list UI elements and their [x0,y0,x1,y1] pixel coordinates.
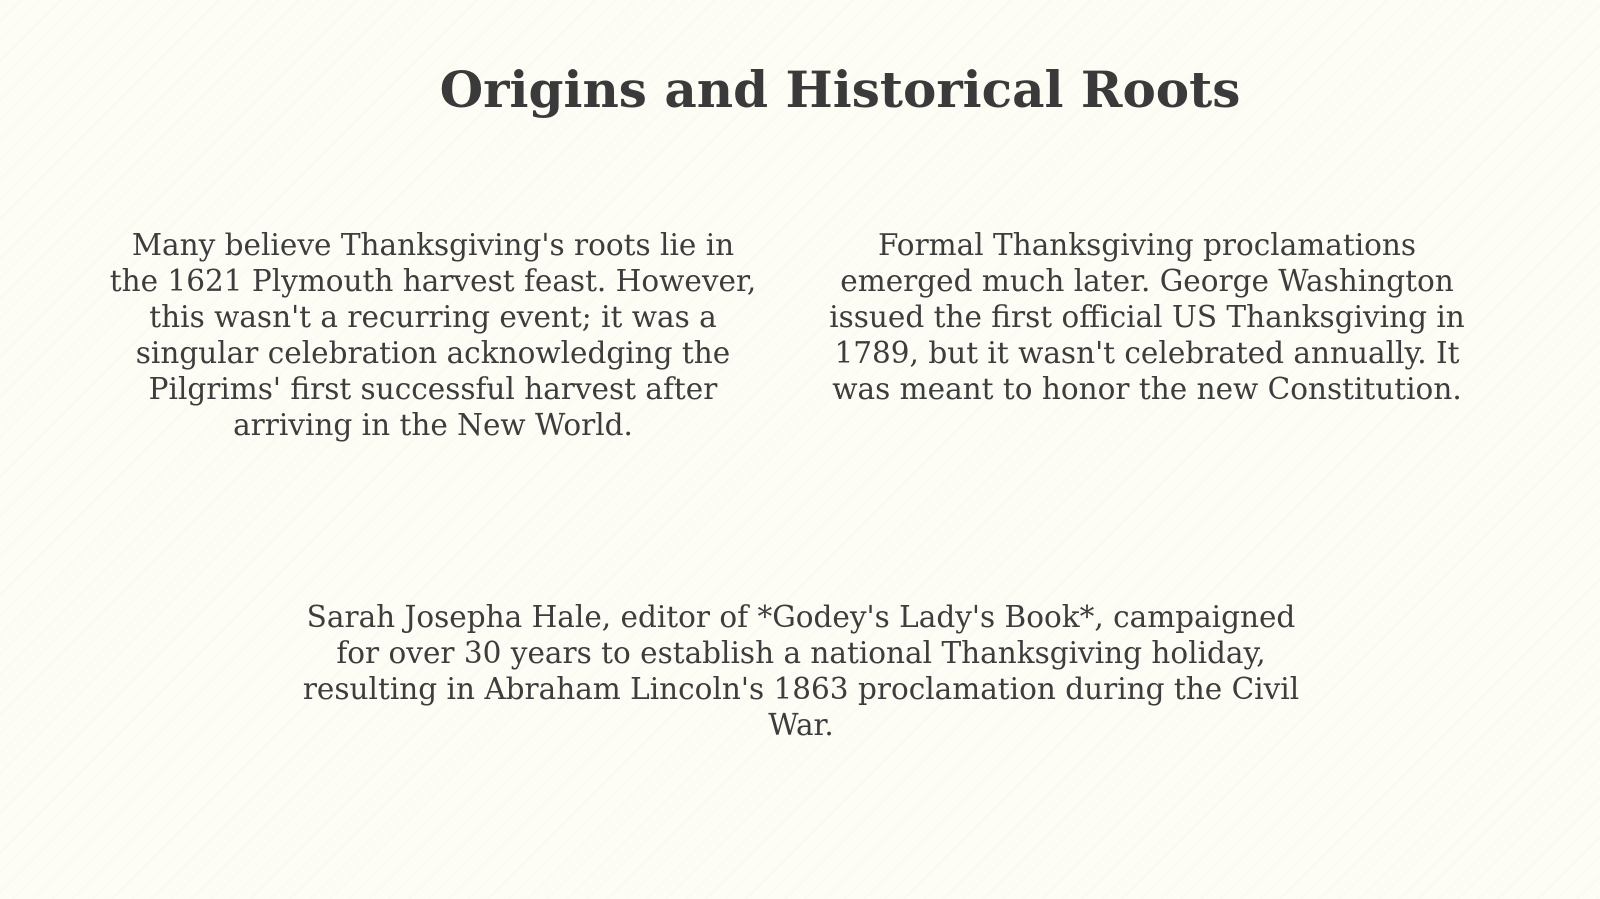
paragraph-plymouth-feast: Many believe Thanksgiving's roots lie in the 1621 Plymouth harvest feast. However, this wasn't a recurring event; it was a singular celebration acknowledging the Pilgrims' first successful harvest after arriving in the New World. [109,228,757,442]
slide-title: Origins and Historical Roots [439,60,1241,119]
paragraph-washington-proclamation: Formal Thanksgiving proclamations emerged much later. George Washington issued the first official US Thanksgiving in 1789, but it wasn't celebrated annually. It was meant to honor the new Constitution. [829,228,1465,406]
paragraph-sarah-hale: Sarah Josepha Hale, editor of *Godey's Lady's Book*, campaigned for over 30 years to establish a national Thanksgiving holiday, resulting in Abraham Lincoln's 1863 proclamation during the Civil War. [302,600,1300,742]
